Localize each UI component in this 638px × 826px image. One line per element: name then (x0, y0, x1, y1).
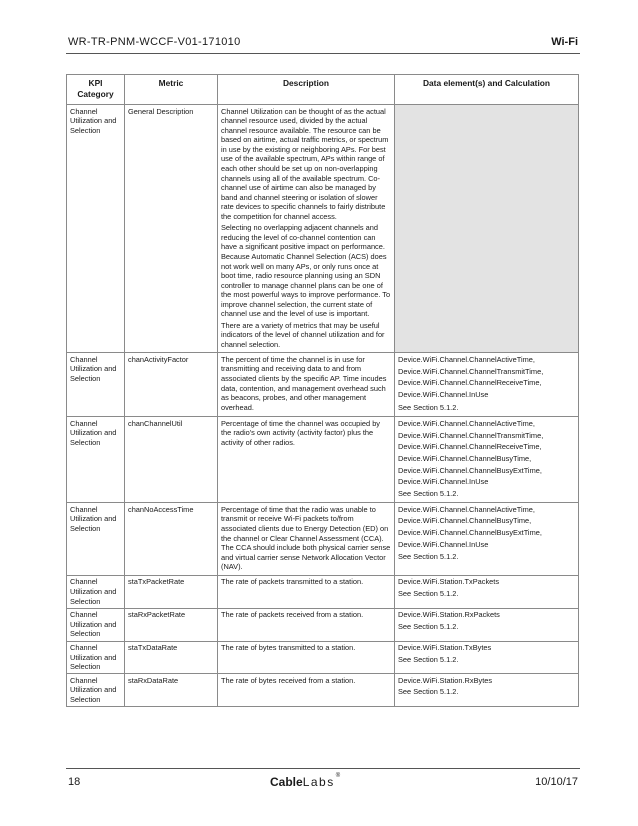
description-cell (218, 674, 395, 707)
data-element-line: Device.WiFi.Channel.ChannelActiveTime, (398, 504, 535, 514)
description-cell (218, 575, 395, 608)
metric-cell: chanChannelUtil (125, 417, 218, 503)
column-header-metric: Metric (125, 75, 218, 105)
data-element-line: Device.WiFi.Channel.ChannelBusyTime, (398, 453, 532, 463)
data-element-line: Device.WiFi.Channel.InUse (398, 477, 489, 487)
page-number: 18 (68, 776, 81, 788)
kpi-category-cell: Channel Utilization and Selection (67, 503, 125, 576)
column-header-data-elements: Data element(s) and Calculation (395, 75, 579, 105)
data-elements-cell (395, 674, 579, 707)
data-element-line: Device.WiFi.Channel.ChannelBusyExtTime, (398, 465, 542, 475)
metric-cell: chanNoAccessTime (125, 503, 218, 576)
data-element-line: Device.WiFi.Channel.ChannelTransmitTime, (398, 430, 544, 440)
kpi-category-cell: Channel Utilization and Selection (67, 105, 125, 353)
kpi-category-cell: Channel Utilization and Selection (67, 417, 125, 503)
section-reference: See Section 5.1.2. (398, 589, 459, 599)
table-row (67, 641, 579, 674)
table-row (67, 105, 579, 353)
table-row (67, 417, 579, 503)
table-row (67, 353, 579, 417)
kpi-category-cell: Channel Utilization and Selection (67, 674, 125, 707)
kpi-table (66, 74, 579, 707)
data-element-line: Device.WiFi.Station.TxBytes (398, 643, 492, 652)
document-id: WR-TR-PNM-WCCF-V01-171010 (68, 36, 241, 48)
description-paragraph: There are a variety of metrics that may be useful indicators of the level of channel utilization and for channel selection. (221, 320, 385, 349)
description-cell (218, 417, 395, 503)
section-reference: See Section 5.1.2. (398, 489, 459, 499)
data-element-line: Device.WiFi.Channel.ChannelBusyExtTime, (398, 528, 542, 538)
table-row (67, 503, 579, 576)
data-elements-cell (395, 575, 579, 608)
data-element-line: Device.WiFi.Channel.InUse (398, 539, 489, 549)
kpi-category-cell: Channel Utilization and Selection (67, 641, 125, 674)
section-reference: See Section 5.1.2. (398, 654, 459, 664)
data-element-line: Device.WiFi.Channel.ChannelTransmitTime, (398, 366, 544, 376)
registered-mark: ® (335, 773, 341, 779)
kpi-category-cell: Channel Utilization and Selection (67, 608, 125, 641)
section-reference: See Section 5.1.2. (398, 621, 459, 631)
column-header-kpi-category: KPI Category (67, 75, 125, 105)
kpi-table-body (67, 105, 579, 707)
metric-cell: staTxPacketRate (125, 575, 218, 608)
data-element-line: Device.WiFi.Channel.ChannelActiveTime, (398, 418, 535, 428)
description-paragraph: Percentage of time that the radio was unable to transmit or receive Wi-Fi packets to/from associated clients due to Energy Detection (ED) on the channel or Clear Channel Assessment (CCA). The CCA should include both physical carrier sense and virtual carrier sense Network Allocation Vector (NAV). (221, 504, 391, 572)
cablelabs-logo (270, 775, 340, 789)
metric-cell: staRxPacketRate (125, 608, 218, 641)
description-paragraph: Selecting no overlapping adjacent channels and reducing the level of co-channel contention can have a significant positive impact on performance. Because Automatic Channel Selection (ACS) does not work well on many APs, or only runs once at boot time, radio resource planning using an SDN controller to manage channel plans can be one of the most powerful ways to improve performance. To improve channel selection, the current state of channel use and the level of use is important. (221, 223, 391, 319)
description-paragraph: The rate of bytes received from a station. (221, 675, 356, 685)
data-element-line: Device.WiFi.Station.RxBytes (398, 675, 493, 685)
description-paragraph: The rate of packets transmitted to a station. (221, 577, 364, 587)
publish-date: 10/10/17 (535, 776, 578, 788)
header-divider (66, 53, 580, 54)
table-row (67, 608, 579, 641)
data-element-line: Device.WiFi.Channel.ChannelReceiveTime, (398, 378, 542, 388)
data-element-line: Device.WiFi.Station.RxPackets (398, 610, 500, 620)
section-reference: See Section 5.1.2. (398, 687, 459, 697)
data-elements-cell (395, 105, 579, 353)
data-element-line: Device.WiFi.Channel.ChannelReceiveTime, (398, 442, 542, 452)
data-elements-cell (395, 641, 579, 674)
table-row (67, 575, 579, 608)
description-cell (218, 105, 395, 353)
metric-cell: General Description (125, 105, 218, 353)
footer-divider (66, 768, 580, 769)
data-element-line: Device.WiFi.Station.TxPackets (398, 577, 500, 587)
table-header-row (67, 75, 579, 105)
logo-bold-text: Cable (270, 775, 303, 789)
metric-cell: staRxDataRate (125, 674, 218, 707)
data-element-line: Device.WiFi.Channel.ChannelActiveTime, (398, 354, 535, 364)
description-cell (218, 641, 395, 674)
section-reference: See Section 5.1.2. (398, 403, 459, 413)
data-element-line: Device.WiFi.Channel.ChannelBusyTime, (398, 516, 532, 526)
description-paragraph: Percentage of time the channel was occupied by the radio's own activity (activity factor) plus the activity of other radios. (221, 418, 380, 448)
data-elements-cell (395, 503, 579, 576)
column-header-description: Description (218, 75, 395, 105)
data-elements-cell (395, 353, 579, 417)
description-paragraph: The rate of bytes transmitted to a station. (221, 643, 356, 652)
description-cell (218, 503, 395, 576)
kpi-category-cell: Channel Utilization and Selection (67, 353, 125, 417)
section-title: Wi-Fi (551, 36, 578, 48)
table-row (67, 674, 579, 707)
description-paragraph: The percent of time the channel is in use for transmitting and receiving data to and from associated clients by the specific AP. Time incudes data, contention, and management overhead such as beacons, probes, and other management overhead. (221, 354, 387, 412)
description-paragraph: The rate of packets received from a station. (221, 610, 364, 620)
description-paragraph: Channel Utilization can be thought of as the actual channel resource used, divided by the actual channel resource available. The resource can be based on airtime, actual traffic metrics, or spectrum in use by the existing or neighboring APs. For best use of the available spectrum, APs within range of each other should be set up on non-overlapping channels using all of the available spectrum. Co-channel use of airtime can also be managed by band and channel steering or isolation of slower rate devices to specific channels to fairly distribute the competition for channel access. (221, 106, 389, 222)
metric-cell: staTxDataRate (125, 641, 218, 674)
description-cell (218, 608, 395, 641)
description-cell (218, 353, 395, 417)
kpi-category-cell: Channel Utilization and Selection (67, 575, 125, 608)
metric-cell: chanActivityFactor (125, 353, 218, 417)
logo-light-text: Labs (302, 775, 335, 789)
data-elements-cell (395, 417, 579, 503)
section-reference: See Section 5.1.2. (398, 551, 459, 561)
data-element-line: Device.WiFi.Channel.InUse (398, 389, 489, 399)
data-elements-cell (395, 608, 579, 641)
